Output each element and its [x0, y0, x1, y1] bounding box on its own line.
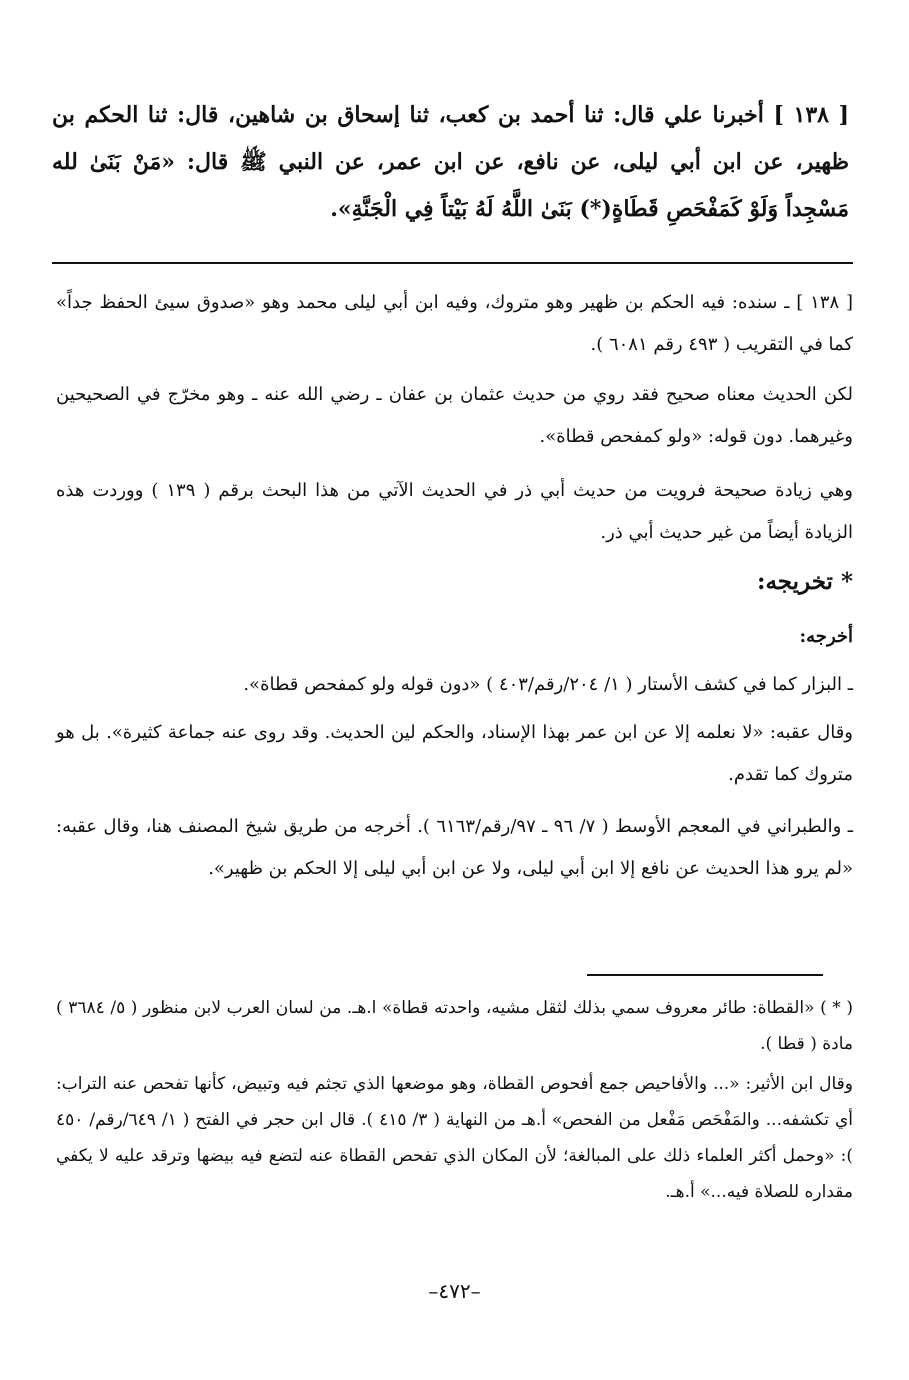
takhrij-paragraph: ـ والطبراني في المعجم الأوسط ( ٧/ ٩٦ ـ ٩٧/رقم/٦١٦٣ ). أخرجه من طريق شيخ المصنف هنا، وقال عقبه: «لم يرو هذا الحديث عن نافع إلا ابن أبي ليلى، ولا عن ابن أبي ليلى إلا الحكم بن ظهير».	[56, 816, 853, 879]
hadith-paragraph: [ ١٣٨ ] أخبرنا علي قال: ثنا أحمد بن كعب، ثنا إسحاق بن شاهين، قال: ثنا الحكم بن ظهير، عن ابن أبي ليلى، عن نافع، عن ابن عمر، عن النبي ﷺ قال: «مَنْ بَنَىٰ لله مَسْجِداً وَلَوْ كَمَفْحَصِ قَطَاةٍ(*) بَنَىٰ اللَّهُ لَهُ بَيْتاً فِي الْجَنَّةِ».	[52, 102, 849, 222]
commentary-meaning	[56, 374, 853, 458]
footnote-paragraph: وقال ابن الأثير: «... والأفاحيص جمع أفحوص القطاة، وهو موضعها الذي تجثم فيه وتبيض، كأنها تفحص عنه التراب: أي تكشفه... والمَفْحَص مَفْعل من الفحص» أ.هـ من النهاية ( ٣/ ٤١٥ ). قال ابن حجر في الفتح ( ١/ ٦٤٩/رقم/ ٤٥٠ ): «وحمل أكثر العلماء ذلك على المبالغة؛ لأن المكان الذي تفحص القطاة عنه لتضع فيه بيضها وترقد عليه لا يكفي مقداره للصلاة فيه...» أ.هـ.	[56, 1074, 853, 1202]
main-divider	[52, 262, 853, 264]
takhrij-bazzar-comment	[56, 712, 853, 796]
takhrij-tabarani	[56, 806, 853, 890]
footnote-divider	[587, 974, 823, 976]
hadith-text	[52, 92, 849, 233]
footnote-1	[56, 990, 853, 1062]
page-number: –٤٧٢–	[428, 1279, 481, 1303]
takhrij-paragraph: وقال عقبه: «لا نعلمه إلا عن ابن عمر بهذا الإسناد، والحكم لين الحديث. وقد روى عنه جماعة كثيرة». بل هو متروك كما تقدم.	[56, 722, 853, 785]
footnote-paragraph: ( * ) «القطاة: طائر معروف سمي بذلك لثقل مشيه، واحدته قطاة» ا.هـ. من لسان العرب لابن منظور ( ٥/ ٣٦٨٤ ) مادة ( قطا ).	[56, 998, 854, 1054]
commentary-paragraph: وهي زيادة صحيحة فرويت من حديث أبي ذر في الحديث الآتي من هذا البحث برقم ( ١٣٩ ) ووردت هذه الزيادة أيضاً من غير حديث أبي ذر.	[56, 480, 853, 543]
takhrij-intro	[56, 616, 853, 658]
commentary-sanad	[56, 282, 853, 366]
commentary-paragraph: [ ١٣٨ ] ـ سنده: فيه الحكم بن ظهير وهو متروك، وفيه ابن أبي ليلى محمد وهو «صدوق سيئ الحفظ جداً» كما في التقريب ( ٤٩٣ رقم ٦٠٨١ ).	[56, 292, 853, 355]
commentary-addition	[56, 470, 853, 554]
takhrij-paragraph: أخرجه:	[799, 626, 853, 647]
takhrij-bazzar	[56, 664, 853, 706]
takhrij-paragraph: ـ البزار كما في كشف الأستار ( ١/ ٢٠٤/رقم/٤٠٣ ) «دون قوله ولو كمفحص قطاة».	[243, 674, 853, 695]
footnote-2	[56, 1066, 853, 1210]
takhrij-heading: * تخريجه:	[756, 568, 853, 595]
commentary-paragraph: لكن الحديث معناه صحيح فقد روي من حديث عثمان بن عفان ـ رضي الله عنه ـ وهو مخرّج في الصحيحين وغيرهما. دون قوله: «ولو كمفحص قطاة».	[56, 384, 853, 447]
